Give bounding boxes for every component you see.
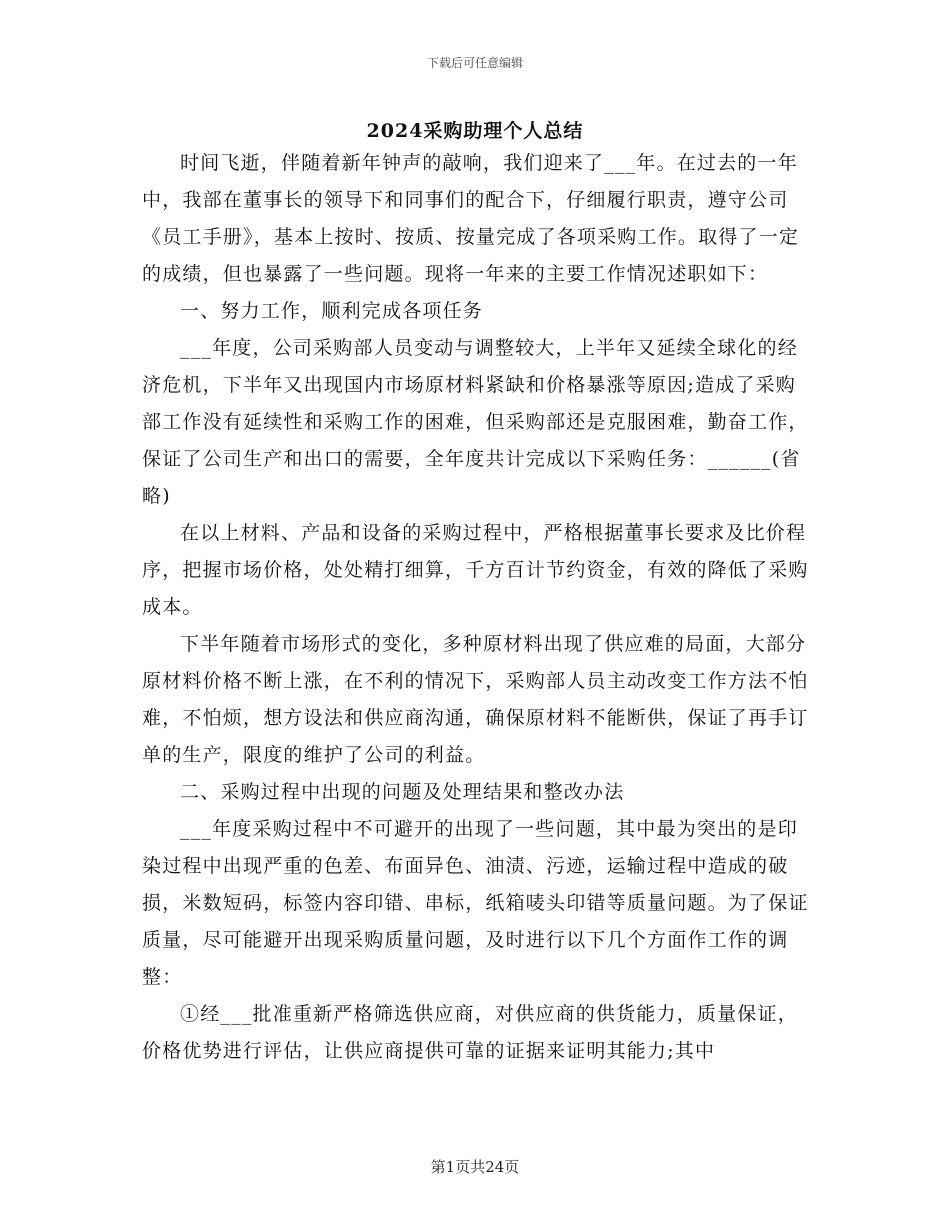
- page-number-footer: 第1页共24页: [430, 1158, 520, 1176]
- section-heading-1: 一、努力工作，顺利完成各项任务: [180, 300, 484, 322]
- document-body: [142, 145, 812, 1070]
- section-heading-2: 二、采购过程中出现的问题及处理结果和整改办法: [180, 781, 625, 803]
- paragraph-annual-tasks: ___年度，公司采购部人员变动与调整较大，上半年又延续全球化的经济危机，下半年又出现国内市场原材料紧缺和价格暴涨等原因;造成了采购部工作没有延续性和采购工作的困难，但采购部还是克服困难，勤奋工作，保证了公司生产和出口的需要，全年度共计完成以下采购任务：______(省略): [142, 337, 809, 507]
- paragraph-intro: 时间飞逝，伴随着新年钟声的敲响，我们迎来了___年。在过去的一年中，我部在董事长的领导下和同事们的配合下，仔细履行职责，遵守公司《员工手册》，基本上按时、按质、按量完成了各项采购工作。取得了一定的成绩，但也暴露了一些问题。现将一年来的主要工作情况述职如下：: [142, 152, 800, 285]
- paragraph-quality-issues: ___年度采购过程中不可避开的出现了一些问题，其中最为突出的是印染过程中出现严重的色差、布面异色、油渍、污迹，运输过程中造成的破损，米数短码，标签内容印错、串标，纸箱唛头印错等质量问题。为了保证质量，尽可能避开出现采购质量问题，及时进行以下几个方面作工作的调整：: [142, 818, 809, 988]
- paragraph-supplier-screening: ①经___批准重新严格筛选供应商，对供应商的供货能力，质量保证，价格优势进行评估，让供应商提供可靠的证据来证明其能力;其中: [142, 1003, 798, 1062]
- paragraph-market-changes: 下半年随着市场形式的变化，多种原材料出现了供应难的局面，大部分原材料价格不断上涨，在不利的情况下，采购部人员主动改变工作方法不怕难，不怕烦，想方设法和供应商沟通，确保原材料不能断供，保证了再手订单的生产，限度的维护了公司的利益。: [142, 633, 809, 766]
- page-header-note: 下载后可任意编辑: [426, 56, 523, 70]
- paragraph-cost-control: 在以上材料、产品和设备的采购过程中，严格根据董事长要求及比价程序，把握市场价格，处处精打细算，千方百计节约资金，有效的降低了采购成本。: [142, 522, 809, 618]
- document-title: 2024采购助理个人总结: [366, 120, 584, 142]
